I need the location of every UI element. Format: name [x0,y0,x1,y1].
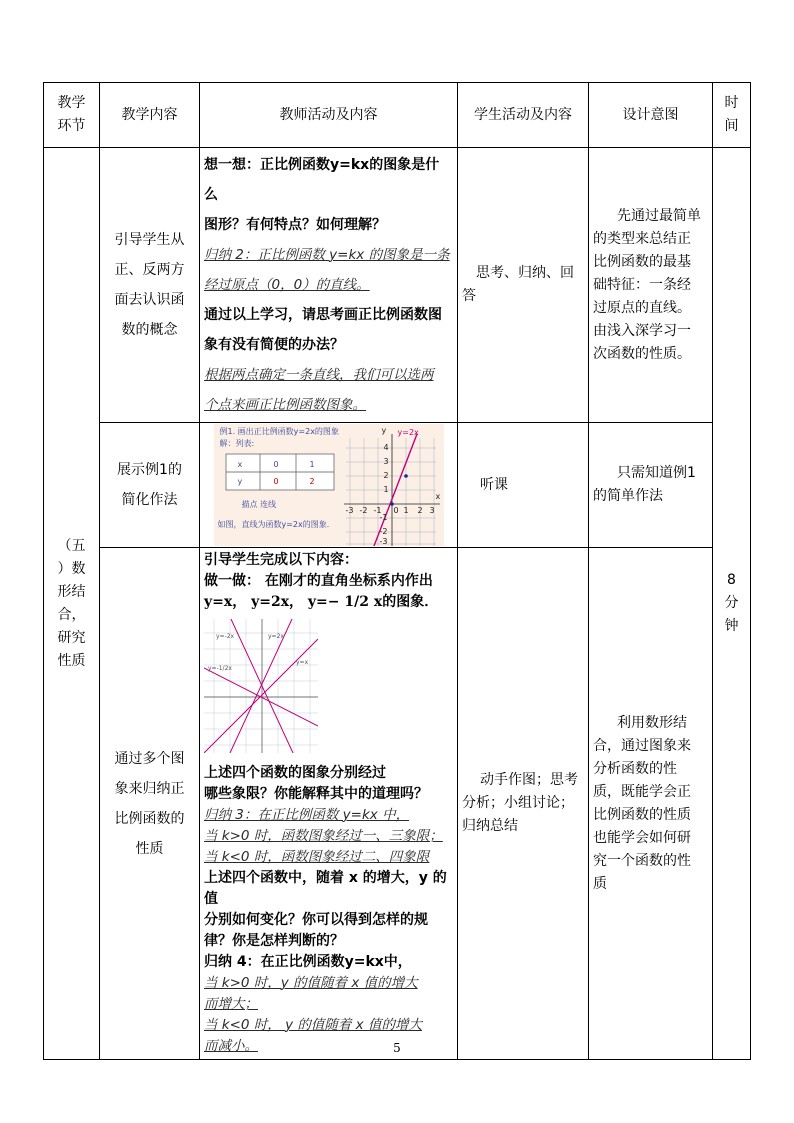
time-cell: 8 分 钟 [713,148,751,1060]
row2-teacher [200,423,458,548]
graph-line-x [204,639,318,753]
row1-student: 思考、归纳、回 答 [458,148,589,423]
header-row [44,83,751,148]
header-student: 学生活动及内容 [458,83,589,148]
row-example [44,423,751,548]
header-phase: 教学 环节 [44,83,100,148]
example-grid [346,438,436,546]
row-properties [44,548,751,1060]
row1-content: 引导学生从 正、反两方 面去认识函 数的概念 [100,148,200,423]
four-lines-figure: y=-2x y=2x y=x y=-1/2x [204,619,318,753]
example-figure: 例1. 画出正比例函数y=2x的图象 解：列表: x y 0 1 0 2 描点 连线 如图，直线为函数y=2x的图象. y=2x y x -3 -2 -1 0 1 2 3 4 3 2 1 -1 -2 -3 [214,424,444,546]
row2-intent: 只需知道例1 的简单作法 [589,423,713,548]
row2-content: 展示例1的 简化作法 [100,423,200,548]
row3-student: 动手作图；思考 分析；小组讨论； 归纳总结 [458,548,589,1060]
row2-student: 听课 [458,423,589,548]
page-number: 5 [393,1041,401,1055]
row3-content: 通过多个图 象来归纳正 比例函数的 性质 [100,548,200,1060]
lesson-plan-table [43,82,751,1060]
row1-intent: 先通过最简单 的类型来总结正 比例函数的最基 础特征：一条经 过原点的直线。 由浅入深学习一 次函数的性质。 [589,148,713,423]
row1-teacher: 想一想：正比例函数y=kx的图象是什么 图形？有何特点？如何理解？ 归纳 2：正比例函数 y=kx 的图象是一条 经过原点（0，0）的直线。 通过以上学习，请思考画正比例函数图 象有没有简便的办法？ 根据两点确定一条直线，我们可以选两 个点来画正比例函数图象。 [200,148,458,423]
row-concept [44,148,751,423]
header-content: 教学内容 [100,83,200,148]
row3-intent: 利用数形结 合，通过图象来 分析函数的性 质，既能学会正 比例函数的性质 也能学会如何研 究一个函数的性 质 [589,548,713,1060]
header-time: 时 间 [713,83,751,148]
row3-teacher: 引导学生完成以下内容： 做一做： 在刚才的直角坐标系内作出 y=x， y=2x， y=− 1/2 x的图象． y=-2x y=2x y=x y=-1/2x 上述四个函数的图象分别经过 哪些象限？你能解释其中的道理吗？ 归纳 3：在正比例函数 y=kx 中， 当 k>0 时，函数图象经过一、三象限； 当 k<0 时，函数图象经过二、四象限 上述四个函数中，随着 x 的增大，y 的值 分别如何变化？你可以得到怎样的规 律？你是怎样判断的？ 归纳 4：在正比例函数y=kx中， 当 k>0 时，y 的值随着 x 值的增大 而增大； 当 k<0 时， y 的值随着 x 值的增大 而减小。 [200,548,458,1060]
phase-cell: （五 ）数 形结 合， 研究 性质 [44,148,100,1060]
header-teacher: 教师活动及内容 [200,83,458,148]
point-1-2 [404,474,408,478]
header-intent: 设计意图 [589,83,713,148]
